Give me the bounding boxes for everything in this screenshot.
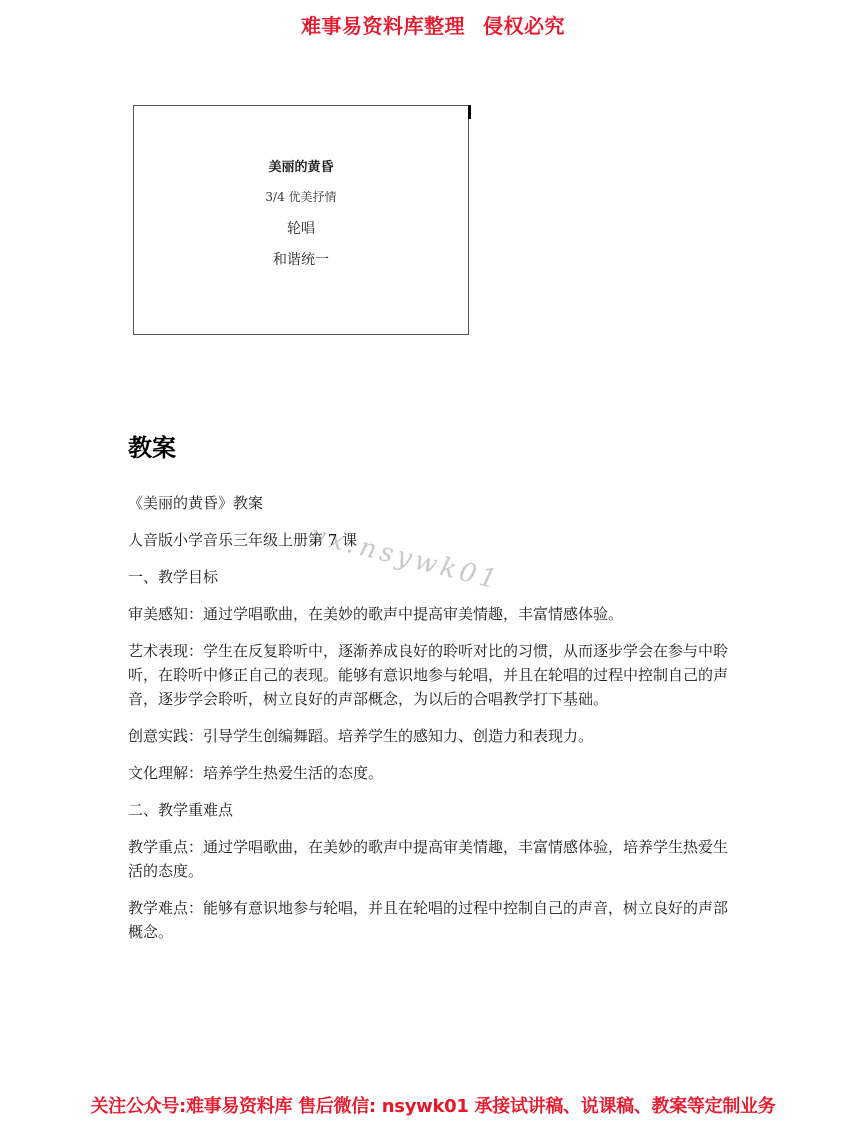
objective-creative: 创意实践：引导学生创编舞蹈。培养学生的感知力、创造力和表现力。 [128,727,594,745]
footer-banner: 关注公众号:难事易资料库 售后微信: nsywk01 承接试讲稿、说课稿、教案等定制业务 [90,1096,776,1117]
card-meter: 3/4 优美抒情 [265,190,337,204]
difficult-point: 教学难点：能够有意识地参与轮唱，并且在轮唱的过程中控制自己的声音，树立良好的声部概念。 [128,899,729,941]
lesson-plan-content [128,430,740,957]
song-title-card [133,105,469,335]
card-theme: 和谐统一 [273,252,329,268]
course-info: 人音版小学音乐三年级上册第 7 课 [128,531,358,549]
doc-title: 《美丽的黄昏》教案 [128,494,264,512]
section-heading: 教案 [128,434,176,462]
header-copyright-text: 侵权必究 [483,14,565,38]
card-form: 轮唱 [287,221,315,237]
key-points-heading: 二、教学重难点 [128,801,234,819]
card-song-title: 美丽的黄昏 [268,160,334,175]
objective-cultural: 文化理解：培养学生热爱生活的态度。 [128,764,384,782]
objective-performance: 艺术表现：学生在反复聆听中，逐渐养成良好的聆听对比的习惯，从而逐步学会在参与中聆听，在聆听中修正自己的表现。能够有意识地参与轮唱，并且在轮唱的过程中控制自己的声音，逐步学会聆听，树立良好的声部概念，为以后的合唱教学打下基础。 [128,642,729,708]
key-point: 教学重点：通过学唱歌曲，在美妙的歌声中提高审美情趣，丰富情感体验，培养学生热爱生活的态度。 [128,838,729,880]
objective-aesthetic: 审美感知：通过学唱歌曲，在美妙的歌声中提高审美情趣，丰富情感体验。 [128,605,624,623]
card-corner-marker [468,105,471,119]
header-banner [0,10,866,39]
objectives-heading: 一、教学目标 [128,568,219,586]
watermark: vx:nsywk01 [307,520,504,597]
header-source-text: 难事易资料库整理 [301,14,465,38]
